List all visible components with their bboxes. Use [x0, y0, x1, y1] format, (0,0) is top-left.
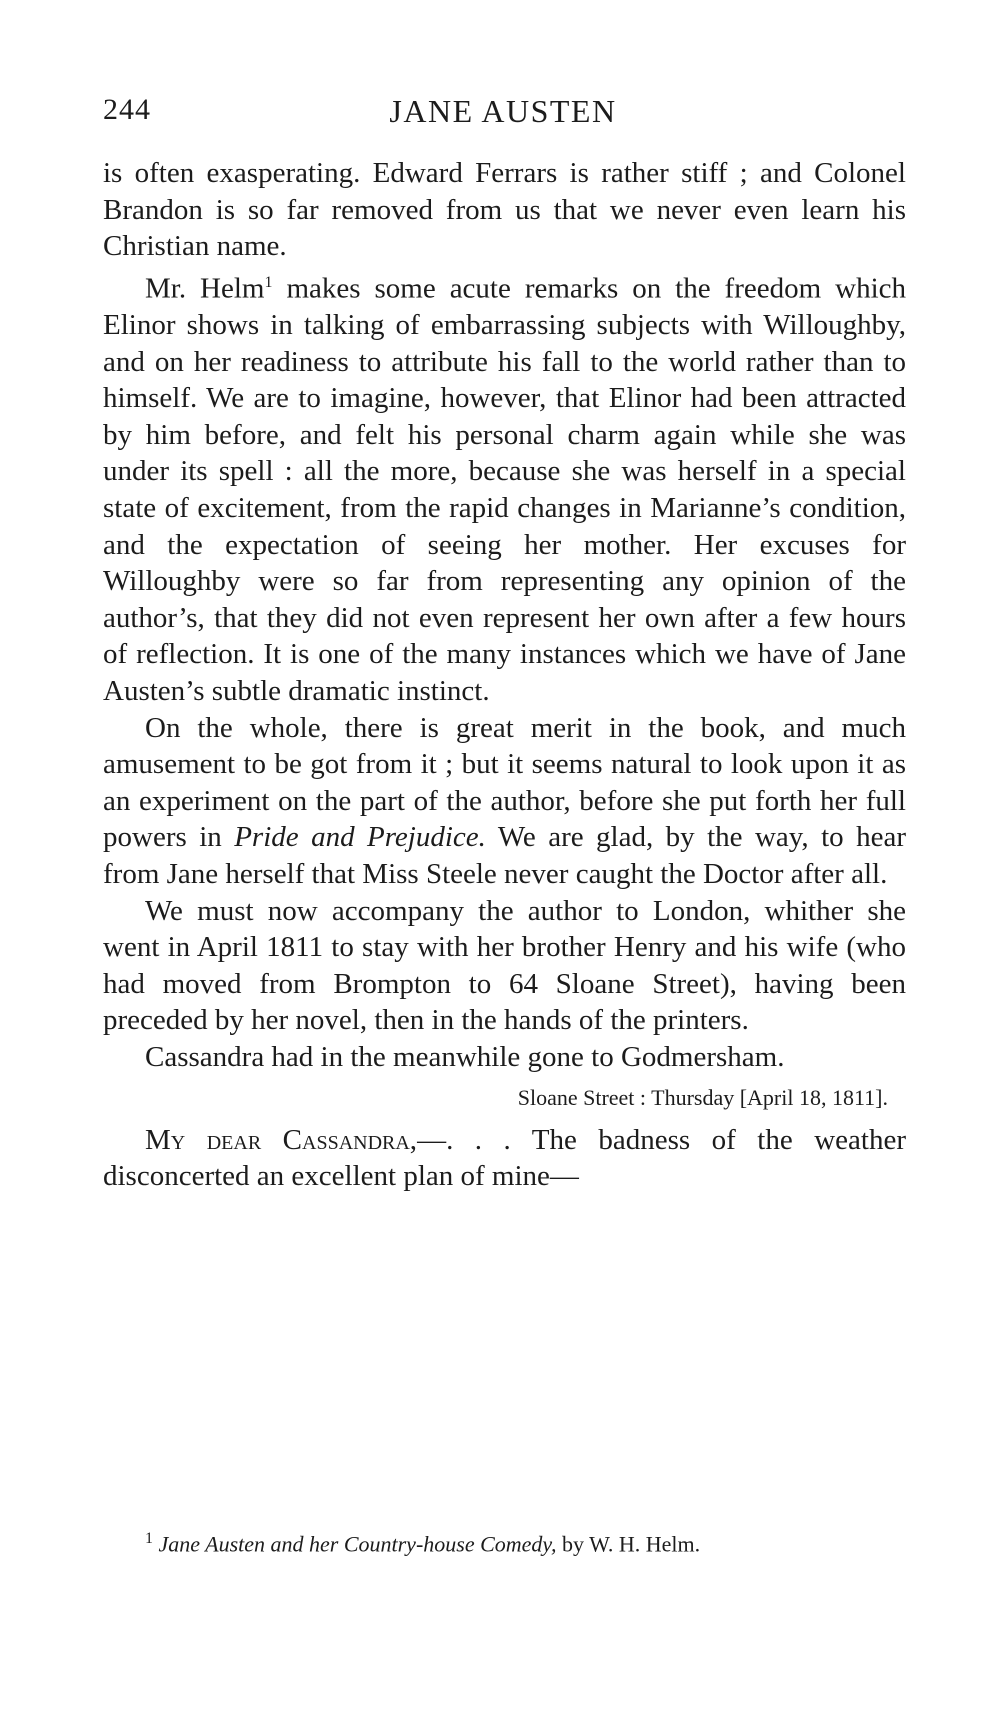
body-text	[103, 155, 906, 1195]
paragraph	[103, 265, 906, 710]
footnote-reference: 1	[264, 273, 273, 291]
paragraph	[103, 1039, 906, 1076]
letter-dateline: Sloane Street : Thursday [April 18, 1811].	[517, 1084, 888, 1110]
paragraph-text: On the whole, there is great merit in the book, and much amusement to be got from it ; but it seems natural to look upon it as an experiment on the part of the author, before she put forth her full powers in	[103, 711, 906, 854]
footnote-title: Jane Austen and her Country-house Comedy,	[158, 1531, 557, 1557]
paragraph-text: Cassandra had in the meanwhile gone to Godmersham.	[145, 1040, 785, 1073]
paragraph-text: Mr. Helm	[145, 272, 265, 305]
paragraph	[103, 710, 906, 893]
paragraph-text: We are glad, by the way, to hear from Jane herself that Miss Steele never caught the Doctor after all.	[103, 821, 906, 890]
footnote	[145, 1530, 915, 1557]
book-title: Pride and Prejudice.	[234, 821, 486, 854]
running-title: JANE AUSTEN	[389, 93, 617, 129]
page-header	[103, 93, 903, 133]
footnote-marker: 1	[145, 1530, 153, 1547]
paragraph	[103, 155, 906, 265]
paragraph	[103, 893, 906, 1039]
letter-opening	[103, 1122, 906, 1195]
page-number: 244	[103, 93, 151, 126]
letter-text: —. . . The badness of the weather disconcerted an excellent plan of mine—	[103, 1123, 906, 1193]
footnote-byline: by W. H. Helm.	[556, 1531, 701, 1557]
paragraph-text: makes some acute remarks on the freedom which Elinor shows in talking of embarrassing subjects with Willoughby, and on her readiness to attribute his fall to the world rather than to himself. We are to imagine, however, that Elinor had been attracted by him before, and felt his personal charm again while she was under its spell : all the more, because she was herself in a special state of excitement, from the rapid changes in Marianne’s condition, and the expectation of seeing her mother. Her excuses for Willoughby were so far from representing any opinion of the author’s, that they did not even represent her own after a few hours of reflection. It is one of the many instances which we have of Jane Austen’s subtle dramatic instinct.	[103, 272, 906, 707]
letter-salutation: My dear Cassandra,	[145, 1123, 418, 1156]
paragraph-text: We must now accompany the author to London, whither she went in April 1811 to stay with her brother Henry and his wife (who had moved from Brompton to 64 Sloane Street), having been preceded by her novel, then in the hands of the printers.	[103, 894, 906, 1037]
paragraph-text: is often exasperating. Edward Ferrars is rather stiff ; and Colonel Brandon is so far removed from us that we never even learn his Christian name.	[103, 157, 906, 263]
